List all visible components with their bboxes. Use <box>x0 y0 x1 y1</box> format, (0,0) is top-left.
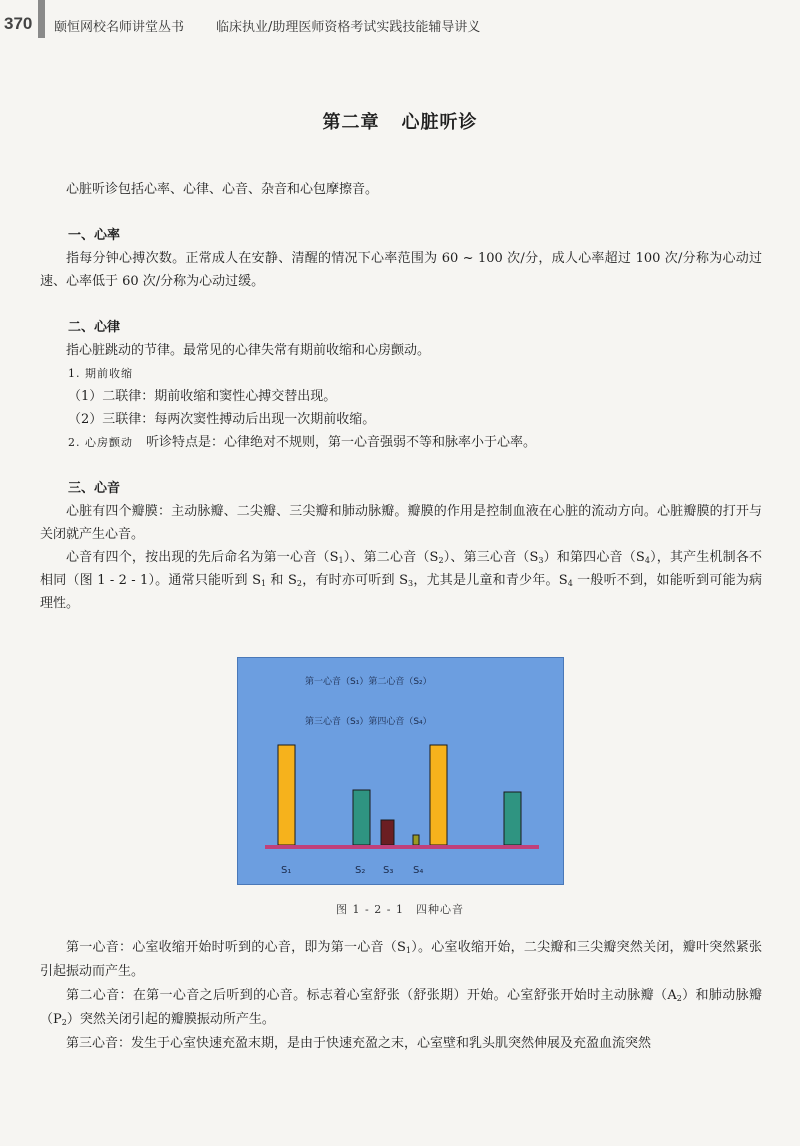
valves-paragraph: 心脏有四个瓣膜：主动脉瓣、二尖瓣、三尖瓣和肺动脉瓣。瓣膜的作用是控制血液在心脏的流动方向。心脏瓣膜的打开与关闭就产生心音。 <box>40 504 762 542</box>
section-heading-rhythm: 二、心律 <box>68 320 121 335</box>
book-title: 临床执业/助理医师资格考试实践技能辅导讲义 <box>216 20 481 35</box>
figure-caption: 图 1 - 2 - 1 四种心音 <box>336 903 464 916</box>
trigeminy-item: （2）三联律：每两次窦性搏动后出现一次期前收缩。 <box>68 412 376 427</box>
bar-s3-2 <box>381 820 394 845</box>
page-number: 370 <box>4 14 33 33</box>
premature-contraction-title: 1. 期前收缩 <box>68 367 133 380</box>
section-heading-rate: 一、心率 <box>68 228 121 243</box>
bar-s2-1 <box>353 790 370 845</box>
tick-label-2: S₃ <box>383 865 394 876</box>
page-header <box>0 0 800 50</box>
bar-s2-5 <box>504 792 521 845</box>
atrial-fibrillation-text: 听诊特点是：心律绝对不规则，第一心音强弱不等和脉率小于心率。 <box>146 435 537 450</box>
section-heading-sounds: 三、心音 <box>68 481 121 496</box>
second-sound-paragraph: 第二心音：在第一心音之后听到的心音。标志着心室舒张（舒张期）开始。心室舒张开始时主动脉瓣$(A_2)$和肺动脉瓣$(P_2)$突然关闭引起的瓣膜振动所产生。 <box>40 988 762 1027</box>
rhythm-paragraph: 指心脏跳动的节律。最常见的心律失常有期前收缩和心房颤动。 <box>66 343 431 358</box>
tick-label-1: S₂ <box>355 865 366 876</box>
bar-s4-3 <box>413 835 419 845</box>
baseline <box>265 845 539 849</box>
series-title: 颐恒网校名师讲堂丛书 <box>54 20 185 35</box>
chapter-number: 第二章 <box>322 112 380 133</box>
third-sound-paragraph: 第三心音：发生于心室快速充盈末期，是由于快速充盈之末，心室壁和乳头肌突然伸展及充盈血流突然 <box>66 1036 652 1051</box>
chapter-title <box>0 108 800 134</box>
bigeminy-item: （1）二联律：期前收缩和窦性心搏交替出现。 <box>68 389 337 404</box>
first-sound-paragraph: 第一心音：心室收缩开始时听到的心音，即为第一心音$(S_1)$。心室收缩开始，二尖瓣和三尖瓣突然关闭，瓣叶突然紧张引起振动而产生。 <box>40 940 762 979</box>
chapter-name: 心脏听诊 <box>401 112 478 133</box>
bar-s1-0 <box>278 745 295 845</box>
four-sounds-paragraph: 心音有四个，按出现的先后命名为第一心音$(S_1)$、第二心音$(S_2)$、第三心音$(S_3)$和第四心音$(S_4)$，其产生机制各不相同（图 1 - 2 - 1）。通常只能听到 $S_1$ 和 $S_2$，有时亦可听到 $S_3$，尤其是儿童和青少年。$S_4$ 一般听不到，如能听到可能为病理性。 <box>40 550 763 611</box>
atrial-fibrillation-title: 2. 心房颤动 <box>68 436 133 449</box>
after-figure-text <box>40 936 762 1056</box>
heart-sounds-chart <box>237 657 564 885</box>
legend-line-1: 第一心音（S₁）第二心音（S₂） <box>305 677 432 687</box>
heart-sounds-figure <box>237 657 564 885</box>
legend-line-2: 第三心音（S₃）第四心音（S₄） <box>305 717 432 727</box>
header-bar <box>38 0 45 38</box>
tick-label-3: S₄ <box>413 865 424 876</box>
rate-paragraph: 指每分钟心搏次数。正常成人在安静、清醒的情况下心率范围为 60 ~ 100 次/分，成人心率超过 100 次/分称为心动过速、心率低于 60 次/分称为心动过缓。 <box>40 251 762 289</box>
atrial-fibrillation-item <box>40 431 762 454</box>
intro-paragraph: 心脏听诊包括心率、心律、心音、杂音和心包摩擦音。 <box>66 182 379 197</box>
main-text <box>40 178 762 615</box>
tick-label-0: S₁ <box>281 865 292 876</box>
bar-s1-4 <box>430 745 447 845</box>
